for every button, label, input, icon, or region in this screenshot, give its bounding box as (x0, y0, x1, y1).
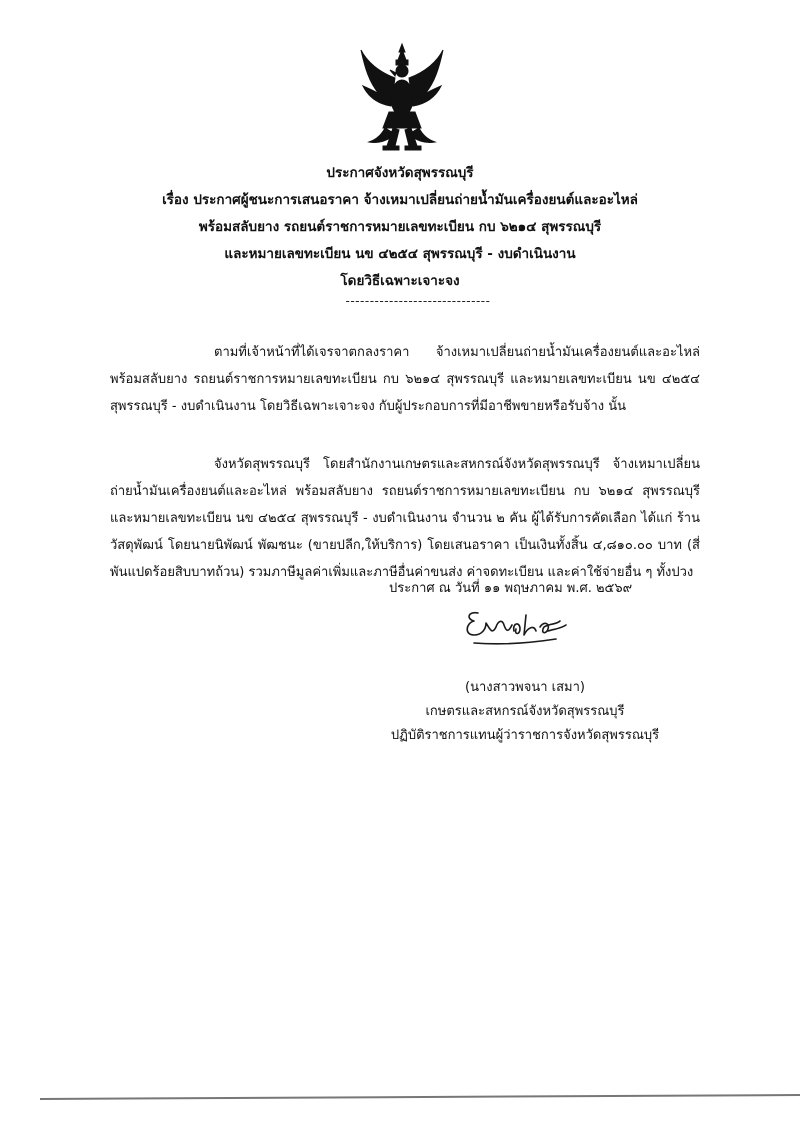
body-paragraph-2: จังหวัดสุพรรณบุรี โดยสำนักงานเกษตรและสหกรณ์จังหวัดสุพรรณบุรี จ้างเหมาเปลี่ยนถ่ายน้ำมันเครื่องยนต์และอะไหล่ พร้อมสลับยาง รถยนต์ราชการหมายเลขทะเบียน กบ ๖๒๑๔ สุพรรณบุรี และหมายเลขทะเบียน นข ๔๒๕๔ สุพรรณบุรี - งบดำเนินงาน จำนวน ๒ คัน ผู้ได้รับการคัดเลือก ได้แก่ ร้านวัสดุพัฒน์ โดยนายนิพัฒน์ พัฒชนะ (ขายปลีก,ให้บริการ) โดยเสนอราคา เป็นเงินทั้งสิ้น ๔,๘๑๐.๐๐ บาท (สี่พันแปดร้อยสิบบาทถ้วน) รวมภาษีมูลค่าเพิ่มและภาษีอื่นค่าขนส่ง ค่าจดทะเบียน และค่าใช้จ่ายอื่น ๆ ทั้งปวง (110, 457, 700, 580)
announce-date: ประกาศ ณ วันที่ ๑๑ พฤษภาคม พ.ศ. ๒๕๖๙ (389, 581, 633, 596)
handwritten-signature-icon (460, 605, 575, 651)
subject-line-1: เรื่อง ประกาศผู้ชนะการเสนอราคา จ้างเหมาเปลี่ยนถ่ายน้ำมันเครื่องยนต์และอะไหล่ (162, 192, 638, 208)
scan-edge-line (40, 1094, 800, 1100)
body-paragraph-1: ตามที่เจ้าหน้าที่ได้เจรจาตกลงราคา จ้างเหมาเปลี่ยนถ่ายน้ำมันเครื่องยนต์และอะไหล่ พร้อมสลับยาง รถยนต์ราชการหมายเลขทะเบียน กบ ๖๒๑๔ สุพรรณบุรี และหมายเลขทะเบียน นข ๔๒๕๔ สุพรรณบุรี - งบดำเนินงาน โดยวิธีเฉพาะเจาะจง กับผู้ประกอบการที่มีอาชีพขายหรือรับจ้าง นั้น (110, 345, 700, 414)
signer-position: เกษตรและสหกรณ์จังหวัดสุพรรณบุรี (425, 704, 625, 719)
document-title: ประกาศจังหวัดสุพรรณบุรี (326, 165, 474, 181)
signer-acting-position: ปฏิบัติราชการแทนผู้ว่าราชการจังหวัดสุพรรณบุรี (390, 728, 660, 743)
subject-line-4: โดยวิธีเฉพาะเจาะจง (340, 273, 460, 289)
subject-line-2: พร้อมสลับยาง รถยนต์ราชการหมายเลขทะเบียน กบ ๖๒๑๔ สุพรรณบุรี (198, 219, 602, 235)
subject-line-3: และหมายเลขทะเบียน นข ๔๒๕๔ สุพรรณบุรี - งบดำเนินงาน (224, 246, 576, 262)
garuda-emblem-icon (357, 42, 447, 154)
divider: ------------------------------ (345, 294, 491, 308)
signer-name: (นางสาวพจนา เสมา) (465, 680, 585, 695)
